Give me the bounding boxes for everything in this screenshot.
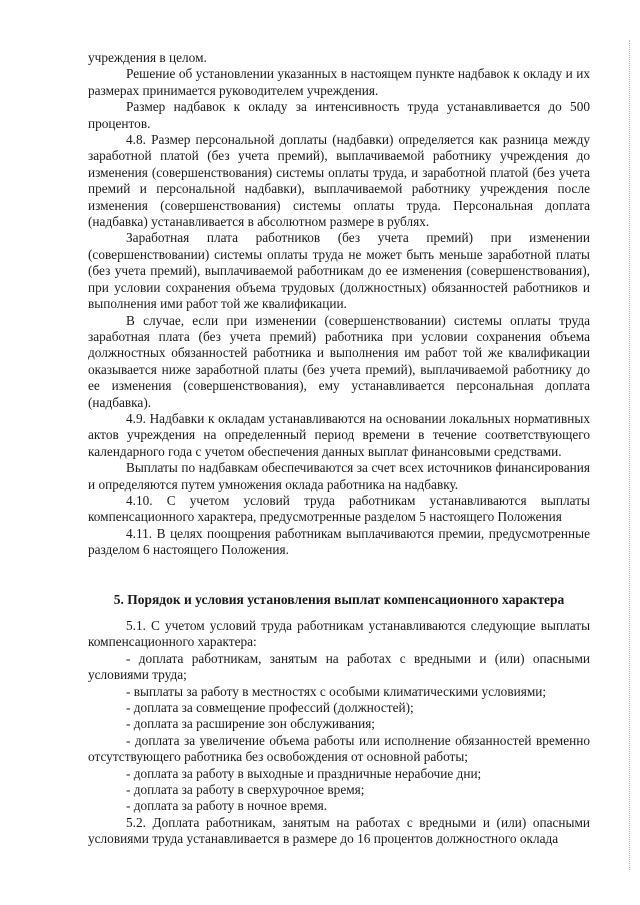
paragraph: - выплаты за работу в местностях с особыми климатическими условиями; [126, 683, 547, 699]
paragraph: Размер надбавок к окладу за интенсивность труда устанавливается до 500 процентов. [88, 99, 590, 131]
document-body-top [88, 50, 590, 559]
paragraph: - доплата за увеличение объема работы или исполнение обязанностей временно отсутствующего работника без освобождения от основной работы; [88, 732, 590, 765]
paragraph: - доплата за работу в сверхурочное время; [126, 782, 365, 798]
paragraph: 4.9. Надбавки к окладам устанавливаются на основании локальных нормативных актов учреждения на определенный период времени в течение соответствующего календарного года с учетом обеспечения данных выплат финансовыми средствами. [88, 410, 590, 459]
paragraph: 4.8. Размер персональной доплаты (надбавки) определяется как разница между заработной платой (без учета премий), выплачиваемой работнику учреждения до изменения (совершенствования) системы оплаты труда, и заработной платой (без учета премий и персональной надбавки), выплачиваемой работнику учреждения после изменения (совершенствования) системы оплаты труда. Персональная доплата (надбавка) устанавливается в абсолютном размере в рублях. [88, 132, 590, 230]
paragraph: В случае, если при изменении (совершенствовании) системы оплаты труда заработная плата (без учета премий) работника при условии сохранения объема должностных обязанностей работника и выполнения им работ той же квалификации оказывается ниже заработной платы (без учета премий), выплачиваемой работнику до ее изменения (совершенствования), ему устанавливается персональная доплата (надбавка). [88, 312, 590, 410]
paragraph: учреждения в целом. [88, 50, 207, 65]
section-heading: 5. Порядок и условия установления выплат компенсационного характера [113, 591, 565, 607]
paragraph: - доплата за работу в ночное время. [126, 798, 328, 814]
paragraph: - доплата за совмещение профессий (должностей); [126, 700, 414, 716]
paragraph: - доплата за расширение зон обслуживания; [126, 716, 376, 732]
paragraph: Решение об установлении указанных в настоящем пункте надбавок к окладу и их размерах принимается руководителем учреждения. [88, 66, 590, 98]
paragraph: 4.11. В целях поощрения работникам выплачиваются премии, предусмотренные разделом 6 настоящего Положения. [88, 525, 590, 558]
paragraph: 4.10. С учетом условий труда работникам устанавливаются выплаты компенсационного характера, предусмотренные разделом 5 настоящего Положения [88, 492, 590, 525]
paragraph: - доплата работникам, занятым на работах с вредными и (или) опасными условиями труда; [88, 650, 590, 683]
document-body-bottom [88, 618, 590, 848]
paragraph: Выплаты по надбавкам обеспечиваются за счет всех источников финансирования и определяются путем умножения оклада работника на надбавку. [88, 460, 590, 492]
paragraph: 5.1. С учетом условий труда работникам устанавливаются следующие выплаты компенсационного характера: [88, 618, 590, 650]
paragraph: - доплата за работу в выходные и праздничные нерабочие дни; [126, 765, 482, 781]
scan-edge-mark [628, 40, 630, 870]
paragraph: Заработная плата работников (без учета премий) при изменении (совершенствовании) системы оплаты труда не может быть меньше заработной платы (без учета премий), выплачиваемой работникам до ее изменения (совершенствования), при условии сохранения объема трудовых (должностных) обязанностей работников и выполнения ими работ той же квалификации. [88, 230, 590, 312]
paragraph: 5.2. Доплата работникам, занятым на работах с вредными и (или) опасными условиями труда устанавливается в размере до 16 процентов должностного оклада [88, 814, 590, 847]
document-page [88, 50, 590, 848]
